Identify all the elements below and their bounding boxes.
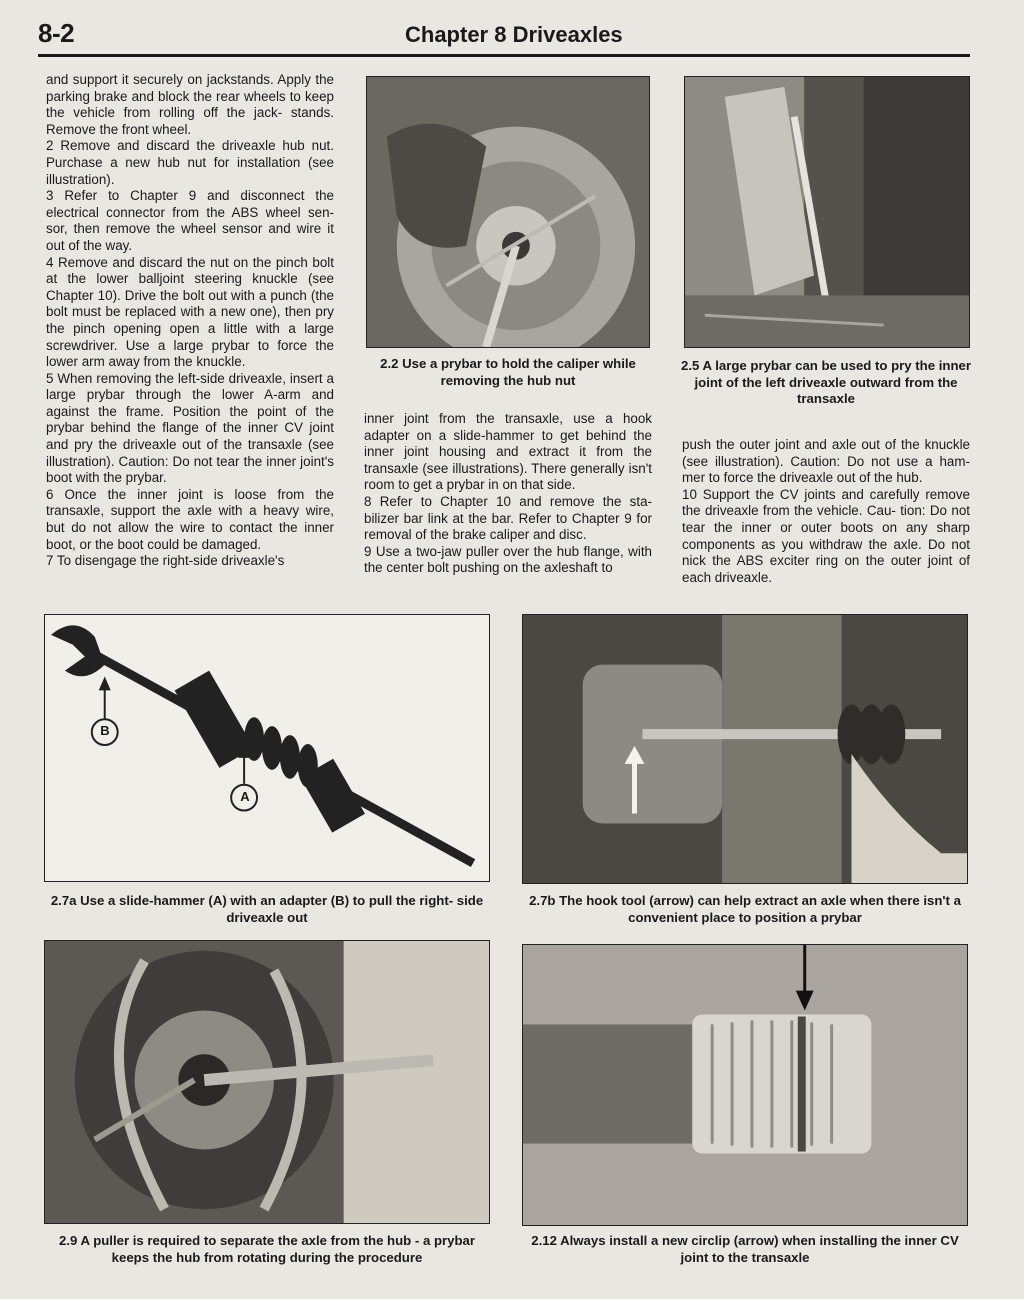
text-column-3 <box>682 437 970 586</box>
figure-caption: 2.12 Always install a new circlip (arrow) when installing the inner CV joint to the transaxle <box>531 1233 959 1265</box>
figure-caption: 2.7b The hook tool (arrow) can help extract an axle when there isn't a convenient place to position a prybar <box>529 893 961 925</box>
photo-prybar-left-driveaxle <box>684 76 970 348</box>
photo-circlip-cv-joint <box>522 944 968 1226</box>
paragraph: 6 Once the inner joint is loose from the transaxle, support the axle with a heavy wire, but do not allow the wire to contact the inner boot, or the boot could be damaged. <box>46 486 334 552</box>
photo-puller-hub <box>44 940 490 1224</box>
photo-hook-tool <box>522 614 968 884</box>
page-number: 8-2 <box>38 18 75 48</box>
paragraph: 10 Support the CV joints and carefully remove the driveaxle from the vehicle. Cau- tion: Do not tear the inner or outer boots on any sharp components as you withdraw the axle. Do not nick the ABS exciter ring on the outer joint of each driveaxle. <box>682 486 970 585</box>
paragraph: 2 Remove and discard the driveaxle hub nut. Purchase a new hub nut for installation (see illustration). <box>46 138 334 187</box>
paragraph: and support it securely on jackstands. Apply the parking brake and block the rear wheels to keep the vehicle from rolling off the jack- stands. Remove the front wheel. <box>46 72 334 137</box>
text-column-1 <box>46 72 334 570</box>
figure-caption: 2.2 Use a prybar to hold the caliper while removing the hub nut <box>380 356 636 388</box>
paragraph: 8 Refer to Chapter 10 and remove the sta- bilizer bar link at the bar. Refer to Chapter 9 for removal of the brake caliper and disc. <box>364 493 652 543</box>
figure-caption: 2.5 A large prybar can be used to pry the inner joint of the left driveaxle outward from the transaxle <box>681 358 971 406</box>
paragraph: 4 Remove and discard the nut on the pinch bolt at the lower balljoint steering knuckle (see Chapter 10). Drive the bolt out with a punch (the bolt must be replaced with a new one), then pry the pinch opening open a little with a large screwdriver. Use a large prybar to force the lower arm away from the knuckle. <box>46 254 334 370</box>
figure-caption: 2.9 A puller is required to separate the axle from the hub - a prybar keeps the hub from rotating during the procedure <box>58 1233 475 1265</box>
paragraph: 3 Refer to Chapter 9 and disconnect the electrical connector from the ABS wheel sen- sor, then remove the wheel sensor and wire it out of the way. <box>46 188 334 253</box>
header-rule <box>38 54 970 57</box>
paragraph: 7 To disengage the right-side driveaxle's <box>46 553 285 569</box>
paragraph: push the outer joint and axle out of the knuckle (see illustration). Caution: Do not use a ham- mer to force the driveaxle out of the hub. <box>682 437 970 486</box>
paragraph: inner joint from the transaxle, use a hook adapter on a slide-hammer to get behind the inner joint housing and extract it from the transaxle (see illustrations). There generally isn't room to get a prybar in on that side. <box>364 411 652 493</box>
figure-caption: 2.7a Use a slide-hammer (A) with an adapter (B) to pull the right- side driveaxle out <box>50 893 484 925</box>
callout-label-b: B <box>100 723 110 738</box>
text-column-2 <box>364 411 652 577</box>
paragraph: 9 Use a two-jaw puller over the hub flange, with the center bolt pushing on the axleshaft to <box>364 543 652 576</box>
chapter-title: Chapter 8 Driveaxles <box>405 22 623 47</box>
callout-label-a: A <box>240 789 250 804</box>
paragraph: 5 When removing the left-side driveaxle, insert a large prybar through the lower A-arm and against the frame. Position the point of the prybar behind the flange of the inner CV joint and pry the driveaxle out of the transaxle (see illustration). Caution: Do not tear the inner joint's boot with the prybar. <box>46 370 334 486</box>
photo-brake-caliper-prybar <box>366 76 650 348</box>
illustration-slide-hammer <box>44 614 490 882</box>
